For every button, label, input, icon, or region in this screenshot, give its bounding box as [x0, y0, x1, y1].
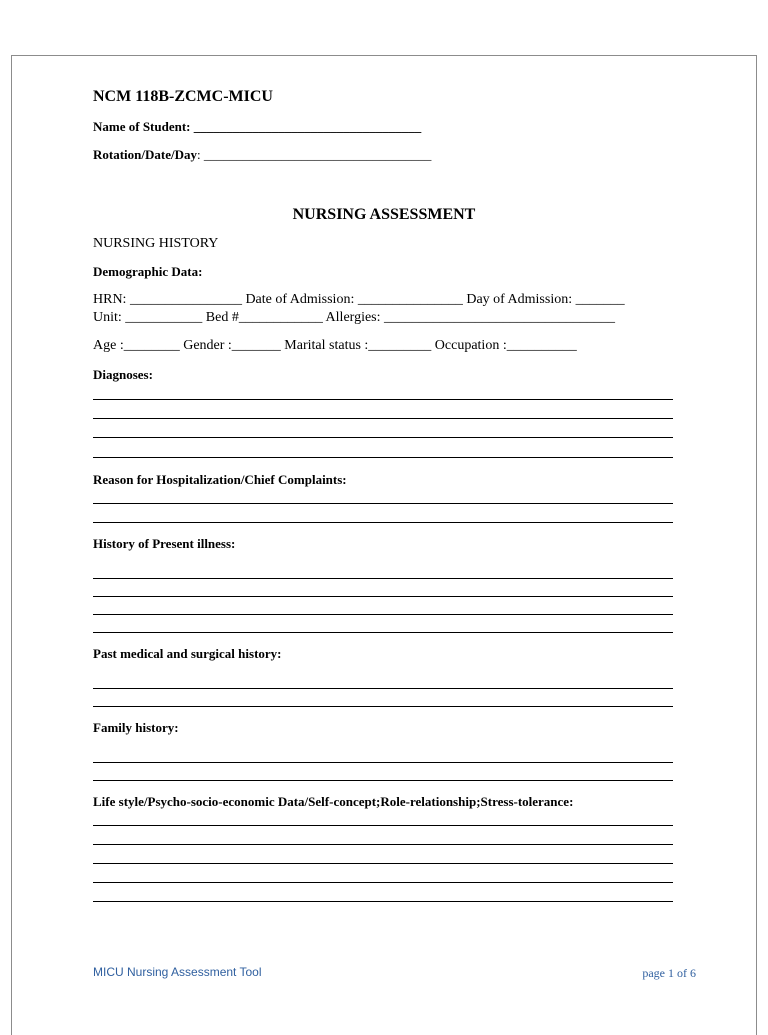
- rotation-field: [93, 147, 431, 163]
- family-history-line-1: [93, 762, 673, 763]
- demographic-line-3: Age :________ Gender :_______ Marital status :_________ Occupation :__________: [93, 338, 577, 353]
- diagnoses-line-2: [93, 418, 673, 419]
- lifestyle-line-4: [93, 882, 673, 883]
- student-name-field: Name of Student: ___________________________________: [93, 119, 422, 134]
- rotation-blank: : ___________________________________: [197, 147, 432, 162]
- lifestyle-line-2: [93, 844, 673, 845]
- lifestyle-line-5: [93, 901, 673, 902]
- present-illness-line-1: [93, 578, 673, 579]
- present-illness-line-3: [93, 614, 673, 615]
- family-history-heading: Family history:: [93, 720, 179, 735]
- demographic-line-2: Unit: ___________ Bed #____________ Allergies: _________________________________: [93, 310, 616, 325]
- footer-tool-name: MICU Nursing Assessment Tool: [93, 965, 262, 979]
- rotation-label: Rotation/Date/Day: [93, 147, 197, 162]
- past-history-heading: Past medical and surgical history:: [93, 646, 282, 661]
- lifestyle-line-3: [93, 863, 673, 864]
- past-history-line-1: [93, 688, 673, 689]
- past-history-line-2: [93, 706, 673, 707]
- document-title: NURSING ASSESSMENT: [292, 206, 476, 223]
- footer-page-number: page 1 of 6: [642, 966, 696, 980]
- reason-heading: Reason for Hospitalization/Chief Complaints:: [93, 472, 347, 487]
- lifestyle-line-1: [93, 825, 673, 826]
- present-illness-line-2: [93, 596, 673, 597]
- family-history-line-2: [93, 780, 673, 781]
- diagnoses-line-3: [93, 437, 673, 438]
- lifestyle-heading: Life style/Psycho-socio-economic Data/Self-concept;Role-relationship;Stress-tolerance:: [93, 794, 574, 809]
- diagnoses-heading: Diagnoses:: [93, 367, 153, 382]
- demographic-heading: Demographic Data:: [93, 264, 203, 279]
- nursing-history-heading: NURSING HISTORY: [93, 236, 219, 251]
- diagnoses-line-4: [93, 457, 673, 458]
- diagnoses-line-1: [93, 399, 673, 400]
- present-illness-heading: History of Present illness:: [93, 536, 236, 551]
- reason-line-2: [93, 522, 673, 523]
- reason-line-1: [93, 503, 673, 504]
- course-title: NCM 118B-ZCMC-MICU: [93, 88, 273, 105]
- demographic-line-1: HRN: ________________ Date of Admission: _______________ Day of Admission: _______: [93, 292, 625, 307]
- present-illness-line-4: [93, 632, 673, 633]
